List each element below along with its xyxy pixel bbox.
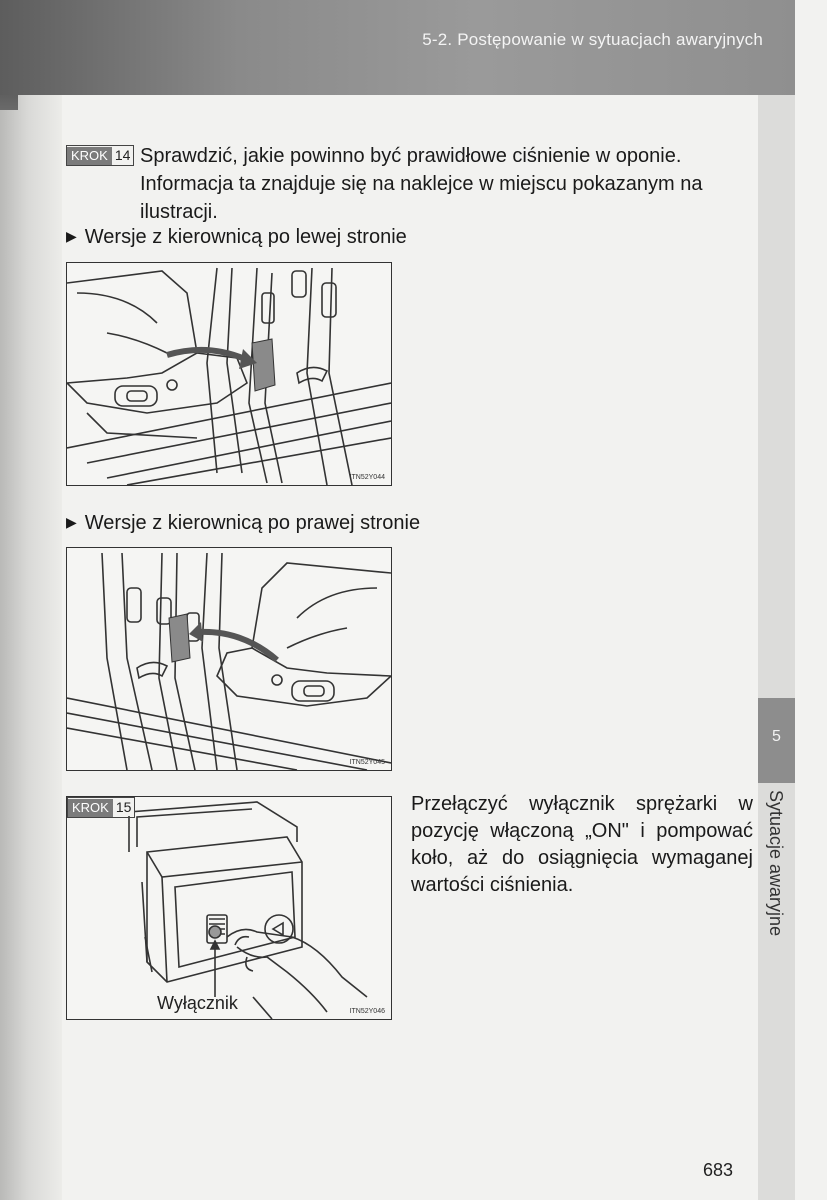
figure-code: ITN52Y044 (349, 474, 385, 481)
page-number: 683 (703, 1160, 734, 1180)
door-pillar-illustration-right (67, 548, 391, 770)
chapter-number: 5 (772, 728, 781, 745)
figure-right-drive (66, 547, 392, 771)
chapter-side-tab (758, 95, 795, 1200)
figure-code: ITN52Y045 (349, 759, 385, 766)
page-gutter-shadow (0, 0, 62, 1200)
variant-left-heading (66, 226, 407, 249)
section-title: 5-2. Postępowanie w sytuacjach awaryjnych (422, 30, 763, 49)
door-pillar-illustration-left (67, 263, 391, 485)
figure-code: ITN52Y046 (349, 1008, 385, 1015)
step-14-text: Sprawdzić, jakie powinno być prawidłowe ciśnienie w oponie. Informacja ta znajduje się na naklejce w miejscu pokazanym na ilustracji. (140, 145, 703, 223)
compressor-illustration (67, 797, 391, 1019)
step-14-badge (66, 145, 134, 166)
triangle-bullet-icon: ▶ (66, 514, 77, 530)
step-badge-number: 15 (113, 798, 135, 816)
switch-callout-label: Wyłącznik (157, 993, 238, 1013)
step-15-text: Przełączyć wyłącznik sprężarki w pozycję włączoną „ON" i pompować koło, aż do osiągnięcia wymaganej wartości ciśnienia. (411, 793, 753, 896)
variant-right-label: Wersje z kierownicą po prawej stronie (84, 512, 421, 534)
step-badge-label: KROK (67, 147, 112, 165)
step-badge-number: 14 (112, 146, 134, 164)
step-15-badge (67, 797, 135, 818)
step-14 (66, 142, 746, 226)
chapter-name: Sytuacje awaryjne (766, 790, 786, 937)
variant-right-heading (66, 512, 420, 535)
chapter-number-box (758, 698, 795, 783)
figure-left-drive (66, 262, 392, 486)
step-badge-label: KROK (68, 799, 113, 817)
triangle-bullet-icon: ▶ (66, 228, 77, 244)
figure-compressor (66, 796, 392, 1020)
variant-left-label: Wersje z kierownicą po lewej stronie (84, 226, 407, 248)
page-header (0, 0, 795, 95)
